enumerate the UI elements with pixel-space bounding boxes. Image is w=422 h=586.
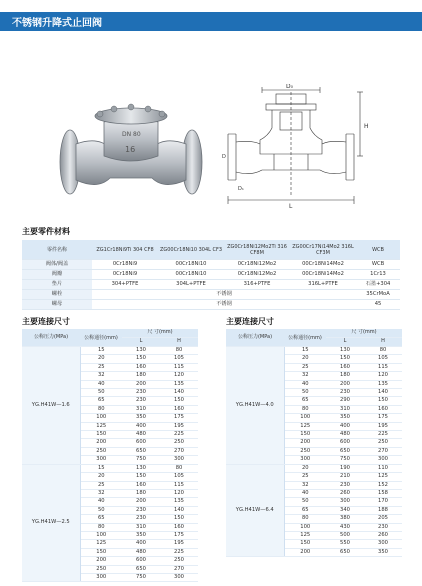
- cell-dn: 25: [284, 473, 326, 481]
- materials-col-2: ZG00Cr18Ni10 304L CF3: [158, 240, 224, 260]
- materials-table: [22, 240, 400, 310]
- table-row: [22, 464, 198, 472]
- conn-left-l-col: L: [122, 338, 160, 347]
- cell-h: 110: [364, 464, 402, 472]
- cell-l: 480: [122, 431, 160, 439]
- cell-l: 210: [326, 473, 364, 481]
- cell-l: 650: [326, 548, 364, 556]
- cell-l: 160: [122, 363, 160, 371]
- cell-l: 750: [122, 573, 160, 581]
- cell-l: 130: [326, 347, 364, 355]
- cell-l: 400: [326, 422, 364, 430]
- cell-h: 270: [160, 447, 198, 455]
- cell-h: 205: [364, 515, 402, 523]
- cell-dn: 50: [284, 389, 326, 397]
- photo-dn-mark: DN 80: [122, 131, 141, 138]
- cell-dn: 40: [284, 380, 326, 388]
- cell-dn: 125: [80, 422, 122, 430]
- cell-dn: 20: [284, 464, 326, 472]
- cell-h: 105: [160, 473, 198, 481]
- cell-dn: 300: [80, 573, 122, 581]
- cell-h: 140: [160, 389, 198, 397]
- conn-left-size-col: 尺 寸(mm): [122, 329, 198, 338]
- cell-h: 135: [364, 380, 402, 388]
- cell-h: 300: [364, 540, 402, 548]
- cell-h: 120: [160, 372, 198, 380]
- cell-dn: 15: [80, 347, 122, 355]
- model-label: YG.H41W—6.4: [226, 464, 284, 556]
- cell-l: 230: [326, 389, 364, 397]
- cell-dn: 15: [80, 464, 122, 472]
- conn-left-h-col: H: [160, 338, 198, 347]
- table-row: 螺母 不锈钢 45: [22, 300, 400, 310]
- materials-header-row: [22, 240, 400, 260]
- table-row: 垫片 304+PTFE 304L+PTFE 316+PTFE 316L+PTFE 石墨+304: [22, 280, 400, 290]
- cell-h: 135: [160, 498, 198, 506]
- cell-h: 150: [364, 397, 402, 405]
- table-row: 阀体/阀盖 0Cr18Ni9 00Cr18Ni10 0Cr18Ni12Mo2 00Cr18Ni14Mo2 WCB: [22, 260, 400, 270]
- cell-dn: 32: [284, 372, 326, 380]
- conn-left-heading: 主要连接尺寸: [22, 317, 70, 326]
- cell-dn: 125: [80, 540, 122, 548]
- cell-l: 650: [122, 565, 160, 573]
- conn-left-pressure-col: 公称压力(MPa): [22, 329, 80, 347]
- cell-dn: 200: [80, 557, 122, 565]
- cell-dn: 100: [80, 414, 122, 422]
- title-bar: [0, 12, 422, 31]
- cell-h: 120: [160, 489, 198, 497]
- cell-dn: 300: [80, 456, 122, 464]
- cell-l: 480: [122, 548, 160, 556]
- cell-h: 152: [364, 481, 402, 489]
- cell-dn: 80: [80, 523, 122, 531]
- conn-left-table: [22, 329, 198, 582]
- cell-dn: 125: [284, 531, 326, 539]
- conn-right-size-col: 尺 寸(mm): [326, 329, 402, 338]
- model-label: YG.H41W—2.5: [22, 464, 80, 582]
- cell-dn: 65: [284, 506, 326, 514]
- materials-col-3: ZG0Cr18Ni12Mo2Ti 316 CF8M: [224, 240, 290, 260]
- cell-dn: 40: [80, 498, 122, 506]
- cell-dn: 80: [284, 515, 326, 523]
- cell-l: 260: [326, 489, 364, 497]
- table-row: 螺栓 不锈钢 35CrMoA: [22, 290, 400, 300]
- conn-right-h-col: H: [364, 338, 402, 347]
- cell-l: 230: [122, 506, 160, 514]
- cell-dn: 50: [80, 506, 122, 514]
- cell-dn: 25: [80, 481, 122, 489]
- dim-d0: D₀: [286, 84, 294, 90]
- cell-dn: 65: [80, 515, 122, 523]
- cell-dn: 32: [284, 481, 326, 489]
- cell-dn: 40: [80, 380, 122, 388]
- cell-l: 230: [122, 397, 160, 405]
- cell-h: 160: [160, 523, 198, 531]
- cell-dn: 25: [80, 363, 122, 371]
- cell-h: 115: [364, 363, 402, 371]
- cell-dn: 50: [80, 389, 122, 397]
- cell-h: 225: [160, 431, 198, 439]
- cell-l: 290: [326, 397, 364, 405]
- cell-dn: 80: [284, 405, 326, 413]
- cell-dn: 125: [284, 422, 326, 430]
- cell-l: 600: [122, 439, 160, 447]
- cell-dn: 200: [80, 439, 122, 447]
- cell-dn: 250: [80, 447, 122, 455]
- cell-dn: 65: [80, 397, 122, 405]
- cell-l: 230: [122, 515, 160, 523]
- conn-right-pressure-col: 公称压力(MPa): [226, 329, 284, 347]
- cell-h: 195: [160, 422, 198, 430]
- cell-dn: 150: [80, 431, 122, 439]
- cell-l: 400: [122, 540, 160, 548]
- cell-dn: 20: [284, 355, 326, 363]
- page-title: 不锈钢升降式止回阀: [12, 18, 102, 29]
- cell-h: 135: [160, 380, 198, 388]
- materials-heading: 主要零件材料: [22, 227, 70, 236]
- cell-h: 115: [160, 363, 198, 371]
- cell-h: 170: [364, 498, 402, 506]
- cell-h: 300: [160, 573, 198, 581]
- cell-h: 195: [364, 422, 402, 430]
- cell-h: 160: [364, 405, 402, 413]
- cell-h: 195: [160, 540, 198, 548]
- cell-l: 500: [326, 531, 364, 539]
- table-row: [226, 464, 402, 472]
- cell-dn: 50: [284, 498, 326, 506]
- cell-l: 310: [122, 523, 160, 531]
- cell-dn: 20: [80, 355, 122, 363]
- cell-dn: 250: [80, 565, 122, 573]
- table-row: [22, 347, 198, 355]
- cell-l: 180: [122, 489, 160, 497]
- table-row: [226, 347, 402, 355]
- cell-l: 600: [326, 439, 364, 447]
- cell-h: 125: [364, 473, 402, 481]
- cell-l: 150: [122, 355, 160, 363]
- cell-h: 160: [160, 405, 198, 413]
- cell-l: 230: [122, 389, 160, 397]
- cell-l: 650: [122, 447, 160, 455]
- conn-right-dn-col: 公称通径(mm): [284, 329, 326, 347]
- cell-dn: 300: [284, 456, 326, 464]
- dim-d1: D₁: [238, 186, 244, 192]
- cell-l: 160: [122, 481, 160, 489]
- cell-l: 650: [326, 447, 364, 455]
- cell-h: 175: [160, 414, 198, 422]
- photo-class-mark: 16: [125, 145, 136, 154]
- cell-h: 140: [160, 506, 198, 514]
- cell-h: 250: [160, 439, 198, 447]
- conn-right-table: [226, 329, 402, 557]
- cell-l: 190: [326, 464, 364, 472]
- conn-right-l-col: L: [326, 338, 364, 347]
- cell-h: 80: [364, 347, 402, 355]
- cell-dn: 200: [284, 548, 326, 556]
- cell-dn: 150: [284, 540, 326, 548]
- cell-h: 225: [160, 548, 198, 556]
- dim-d: D: [222, 154, 226, 160]
- cell-dn: 100: [80, 531, 122, 539]
- model-label: YG.H41W—1.6: [22, 347, 80, 465]
- cell-h: 250: [364, 439, 402, 447]
- cell-l: 350: [122, 414, 160, 422]
- cell-h: 300: [364, 456, 402, 464]
- cell-l: 350: [122, 531, 160, 539]
- cell-l: 400: [122, 422, 160, 430]
- cell-h: 175: [160, 531, 198, 539]
- materials-col-4: ZG00Cr17Ni14Mo2 316L CF3M: [290, 240, 356, 260]
- cell-h: 260: [364, 531, 402, 539]
- cell-h: 175: [364, 414, 402, 422]
- cell-l: 200: [326, 380, 364, 388]
- conn-right-heading: 主要连接尺寸: [226, 317, 274, 326]
- table-row: 阀瓣 0Cr18Ni9 00Cr18Ni10 0Cr18Ni12Mo2 00Cr18Ni14Mo2 1Cr13: [22, 270, 400, 280]
- cell-dn: 15: [284, 347, 326, 355]
- cell-h: 115: [160, 481, 198, 489]
- cell-l: 160: [326, 363, 364, 371]
- cell-h: 140: [364, 389, 402, 397]
- cell-l: 180: [122, 372, 160, 380]
- cell-h: 158: [364, 489, 402, 497]
- cell-dn: 20: [80, 473, 122, 481]
- cell-l: 750: [122, 456, 160, 464]
- materials-name-col: 零件名称: [22, 240, 92, 260]
- cell-l: 230: [326, 481, 364, 489]
- cell-dn: 100: [284, 523, 326, 531]
- cell-l: 310: [326, 405, 364, 413]
- cell-h: 270: [364, 447, 402, 455]
- cell-l: 180: [326, 372, 364, 380]
- cell-dn: 32: [80, 372, 122, 380]
- cell-h: 80: [160, 347, 198, 355]
- cell-h: 150: [160, 397, 198, 405]
- cell-l: 310: [122, 405, 160, 413]
- cell-l: 430: [326, 523, 364, 531]
- cell-l: 130: [122, 347, 160, 355]
- model-label: YG.H41W—4.0: [226, 347, 284, 465]
- cell-l: 480: [326, 431, 364, 439]
- dim-l: L: [289, 203, 293, 210]
- cell-h: 105: [364, 355, 402, 363]
- cell-l: 150: [122, 473, 160, 481]
- cell-h: 188: [364, 506, 402, 514]
- cell-h: 120: [364, 372, 402, 380]
- cell-l: 600: [122, 557, 160, 565]
- cell-dn: 65: [284, 397, 326, 405]
- cell-dn: 150: [284, 431, 326, 439]
- valve-drawing: [222, 84, 374, 212]
- cell-dn: 40: [284, 489, 326, 497]
- cell-dn: 150: [80, 548, 122, 556]
- cell-dn: 250: [284, 447, 326, 455]
- cell-h: 250: [160, 557, 198, 565]
- materials-col-1: ZG1Cr18Ni9Ti 304 CF8: [92, 240, 158, 260]
- cell-dn: 25: [284, 363, 326, 371]
- cell-h: 105: [160, 355, 198, 363]
- cell-l: 200: [122, 498, 160, 506]
- cell-l: 150: [326, 355, 364, 363]
- cell-l: 380: [326, 515, 364, 523]
- cell-h: 300: [160, 456, 198, 464]
- cell-h: 150: [160, 515, 198, 523]
- cell-h: 80: [160, 464, 198, 472]
- cell-l: 350: [326, 414, 364, 422]
- cell-l: 550: [326, 540, 364, 548]
- valve-photo: [58, 92, 204, 202]
- cell-dn: 200: [284, 439, 326, 447]
- cell-l: 200: [122, 380, 160, 388]
- cell-dn: 32: [80, 489, 122, 497]
- cell-h: 270: [160, 565, 198, 573]
- cell-dn: 100: [284, 414, 326, 422]
- dim-h: H: [364, 123, 369, 130]
- cell-l: 340: [326, 506, 364, 514]
- cell-h: 230: [364, 523, 402, 531]
- cell-l: 300: [326, 498, 364, 506]
- cell-h: 225: [364, 431, 402, 439]
- cell-l: 130: [122, 464, 160, 472]
- cell-l: 750: [326, 456, 364, 464]
- materials-col-5: WCB: [356, 240, 400, 260]
- cell-dn: 80: [80, 405, 122, 413]
- cell-h: 350: [364, 548, 402, 556]
- conn-left-dn-col: 公称通径(mm): [80, 329, 122, 347]
